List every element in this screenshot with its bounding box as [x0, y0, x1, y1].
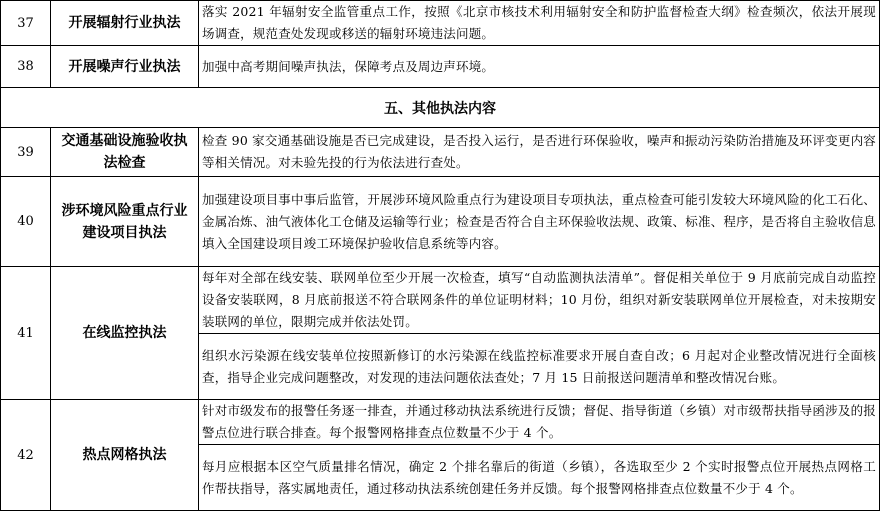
section-heading: 五、其他执法内容	[1, 88, 880, 128]
row-number: 39	[1, 128, 51, 177]
row-number: 40	[1, 177, 51, 267]
row-item-name: 在线监控执法	[51, 267, 199, 400]
row-number: 38	[1, 46, 51, 88]
table-row	[1, 1, 880, 46]
table-row	[1, 128, 880, 177]
row-number: 42	[1, 400, 51, 511]
row-description: 加强中高考期间噪声执法，保障考点及周边声环境。	[199, 46, 880, 88]
row-description: 加强建设项目事中事后监管，开展涉环境风险重点行为建设项目专项执法，重点检查可能引发较大环境风险的化工石化、金属冶炼、油气液体化工仓储及运输等行业；检查是否符合自主环保验收法规、政策、标准、程序，是否将自主验收信息填入全国建设项目竣工环境保护验收信息系统等内容。	[199, 177, 880, 267]
row-item-name: 开展辐射行业执法	[51, 1, 199, 46]
row-description-part-1: 每年对全部在线安装、联网单位至少开展一次检查，填写“自动监测执法清单”。督促相关单位于 9 月底前完成自动监控设备安装联网，8 月底前报送不符合联网条件的单位证明材料；10 月份，组织对新安装联网单位开展检查，对未按期安装联网的单位，限期完成并依法处罚。	[199, 267, 880, 334]
table-row	[1, 177, 880, 267]
table-row	[1, 267, 880, 334]
row-description: 落实 2021 年辐射安全监管重点工作，按照《北京市核技术利用辐射安全和防护监督检查大纲》检查频次，依法开展现场调查，规范查处发现或移送的辐射环境违法问题。	[199, 1, 880, 46]
row-item-name: 热点网格执法	[51, 400, 199, 511]
row-description-part-2: 组织水污染源在线安装单位按照新修订的水污染源在线监控标准要求开展自查自改；6 月起对企业整改情况进行全面核查，指导企业完成问题整改，对发现的违法问题依法查处；7 月 15 日前报送问题清单和整改情况台账。	[199, 334, 880, 400]
row-item-name: 交通基础设施验收执法检查	[51, 128, 199, 177]
row-description: 检查 90 家交通基础设施是否已完成建设，是否投入运行，是否进行环保验收，噪声和振动污染防治措施及环评变更内容等相关情况。对未验先投的行为依法进行查处。	[199, 128, 880, 177]
table-row	[1, 400, 880, 445]
table-row	[1, 46, 880, 88]
row-description-part-1: 针对市级发布的报警任务逐一排查，并通过移动执法系统进行反馈；督促、指导街道（乡镇）对市级帮扶指导函涉及的报警点位进行联合排查。每个报警网格排查点位数量不少于 4 个。	[199, 400, 880, 445]
section-row	[1, 88, 880, 128]
row-description-part-2: 每月应根据本区空气质量排名情况，确定 2 个排名靠后的街道（乡镇），各选取至少 2 个实时报警点位开展热点网格工作帮扶指导，落实属地责任，通过移动执法系统创建任务并反馈。每个报警网格排查点位数量不少于 4 个。	[199, 445, 880, 511]
row-number: 41	[1, 267, 51, 400]
row-item-name: 开展噪声行业执法	[51, 46, 199, 88]
row-item-name: 涉环境风险重点行业建设项目执法	[51, 177, 199, 267]
row-number: 37	[1, 1, 51, 46]
